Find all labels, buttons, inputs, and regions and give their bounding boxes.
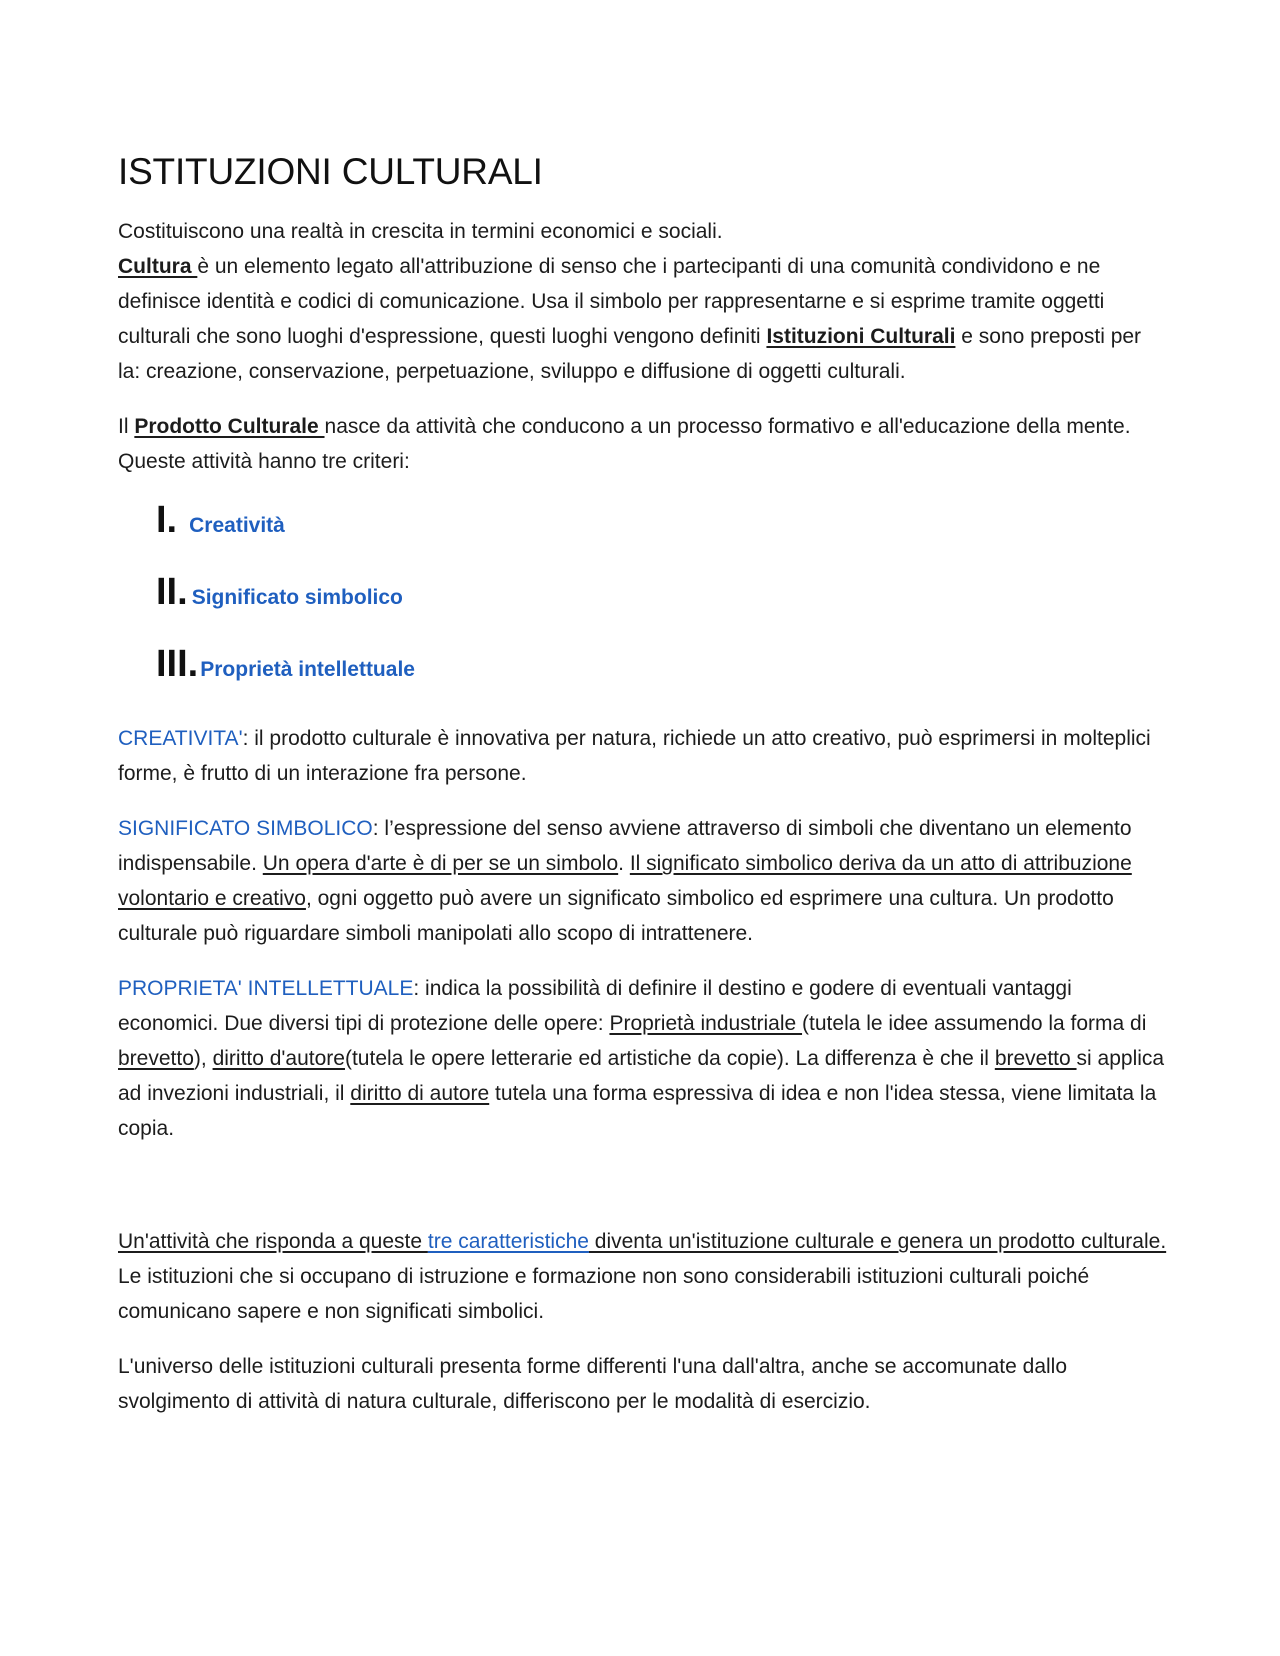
criteria-list <box>118 499 1168 715</box>
prodotto-term: Prodotto Culturale <box>134 415 325 439</box>
attivita-underline: diventa un'istituzione culturale e genera un prodotto culturale. <box>588 1230 1167 1254</box>
significato-text: : l’espressione del senso avviene attraverso di simboli che diventano un elemento indispensabile. <box>118 817 1132 876</box>
cultura-text: è un elemento legato all'attribuzione di senso che i partecipanti di una comunità condividono e ne definisce identità e codici di comunicazione. Usa il simbolo per rappresentarne e si esprime tramite oggetti culturali che sono luoghi d'espressione, questi luoghi vengono definiti <box>118 255 1105 349</box>
significato-underline: Il significato simbolico deriva da un atto di attribuzione volontario e creativo <box>118 852 1132 911</box>
proprieta-underline: brevetto <box>118 1047 194 1071</box>
intro-paragraph <box>118 214 1168 389</box>
prodotto-paragraph <box>118 409 1168 479</box>
significato-text: , ogni oggetto può avere un significato simbolico ed esprimere una cultura. Un prodotto culturale può riguardare simboli manipolati allo scopo di intrattenere. <box>118 887 1114 946</box>
creativita-term: CREATIVITA' <box>118 727 243 751</box>
proprieta-text: ), <box>193 1047 213 1071</box>
criteria-label: Proprietà intellettuale <box>200 658 415 682</box>
document-body <box>118 150 1168 1419</box>
list-numeral: I. <box>156 499 178 542</box>
significato-underline: Un opera d'arte è di per se un simbolo <box>262 852 619 876</box>
significato-paragraph <box>118 811 1168 951</box>
proprieta-text: (tutela le opere letterarie ed artistiche da copie). La differenza è che il <box>344 1047 995 1071</box>
attivita-paragraph <box>118 1224 1168 1329</box>
cultura-text-end: e sono preposti per la: creazione, conservazione, perpetuazione, sviluppo e diffusione di oggetti culturali. <box>118 325 1142 384</box>
proprieta-term: PROPRIETA' INTELLETTUALE <box>118 977 414 1001</box>
significato-text: . <box>618 852 630 876</box>
significato-term: SIGNIFICATO SIMBOLICO <box>118 817 373 841</box>
proprieta-underline: brevetto <box>994 1047 1077 1071</box>
proprieta-text: tutela una forma espressiva di idea e non l'idea stessa, viene limitata la copia. <box>118 1082 1157 1141</box>
proprieta-text: (tutela le idee assumendo la forma di <box>802 1012 1147 1036</box>
list-numeral: III. <box>156 643 199 686</box>
proprieta-underline: diritto di autore <box>350 1082 490 1106</box>
istituzioni-term: Istituzioni Culturali <box>766 325 956 349</box>
proprieta-text: si applica ad invezioni industriali, il <box>118 1047 1165 1106</box>
creativita-paragraph <box>118 721 1168 791</box>
page-title: ISTITUZIONI CULTURALI <box>118 151 543 192</box>
proprieta-text: : indica la possibilità di definire il destino e godere di eventuali vantaggi economici. Due diversi tipi di protezione delle opere: <box>118 977 1072 1036</box>
list-item <box>118 499 1168 571</box>
criteria-label: Significato simbolico <box>191 586 403 610</box>
attivita-underline: Un'attività che risponda a queste <box>118 1230 428 1254</box>
attivita-text: Le istituzioni che si occupano di istruzione e formazione non sono considerabili istituzioni culturali poiché comunicano sapere e non significati simbolici. <box>118 1265 1090 1324</box>
cultura-term: Cultura <box>118 255 198 279</box>
list-numeral: II. <box>156 571 188 614</box>
list-item <box>118 643 1168 715</box>
proprieta-underline: diritto d'autore <box>212 1047 345 1071</box>
prodotto-prefix: Il <box>118 415 135 439</box>
proprieta-paragraph <box>118 971 1168 1146</box>
tre-caratteristiche-link[interactable]: tre caratteristiche <box>427 1230 589 1254</box>
universo-paragraph: L'universo delle istituzioni culturali presenta forme differenti l'una dall'altra, anche se accomunate dallo svolgimento di attività di natura culturale, differiscono per le modalità di esercizio. <box>118 1355 1068 1414</box>
criteria-label: Creatività <box>189 514 285 538</box>
creativita-text: : il prodotto culturale è innovativa per natura, richiede un atto creativo, può esprimersi in molteplici forme, è frutto di un interazione fra persone. <box>118 727 1151 786</box>
intro-line: Costituiscono una realtà in crescita in termini economici e sociali. <box>118 220 723 244</box>
list-item <box>118 571 1168 643</box>
prodotto-text: nasce da attività che conducono a un processo formativo e all'educazione della mente. Queste attività hanno tre criteri: <box>118 415 1131 474</box>
proprieta-underline: Proprietà industriale <box>609 1012 803 1036</box>
